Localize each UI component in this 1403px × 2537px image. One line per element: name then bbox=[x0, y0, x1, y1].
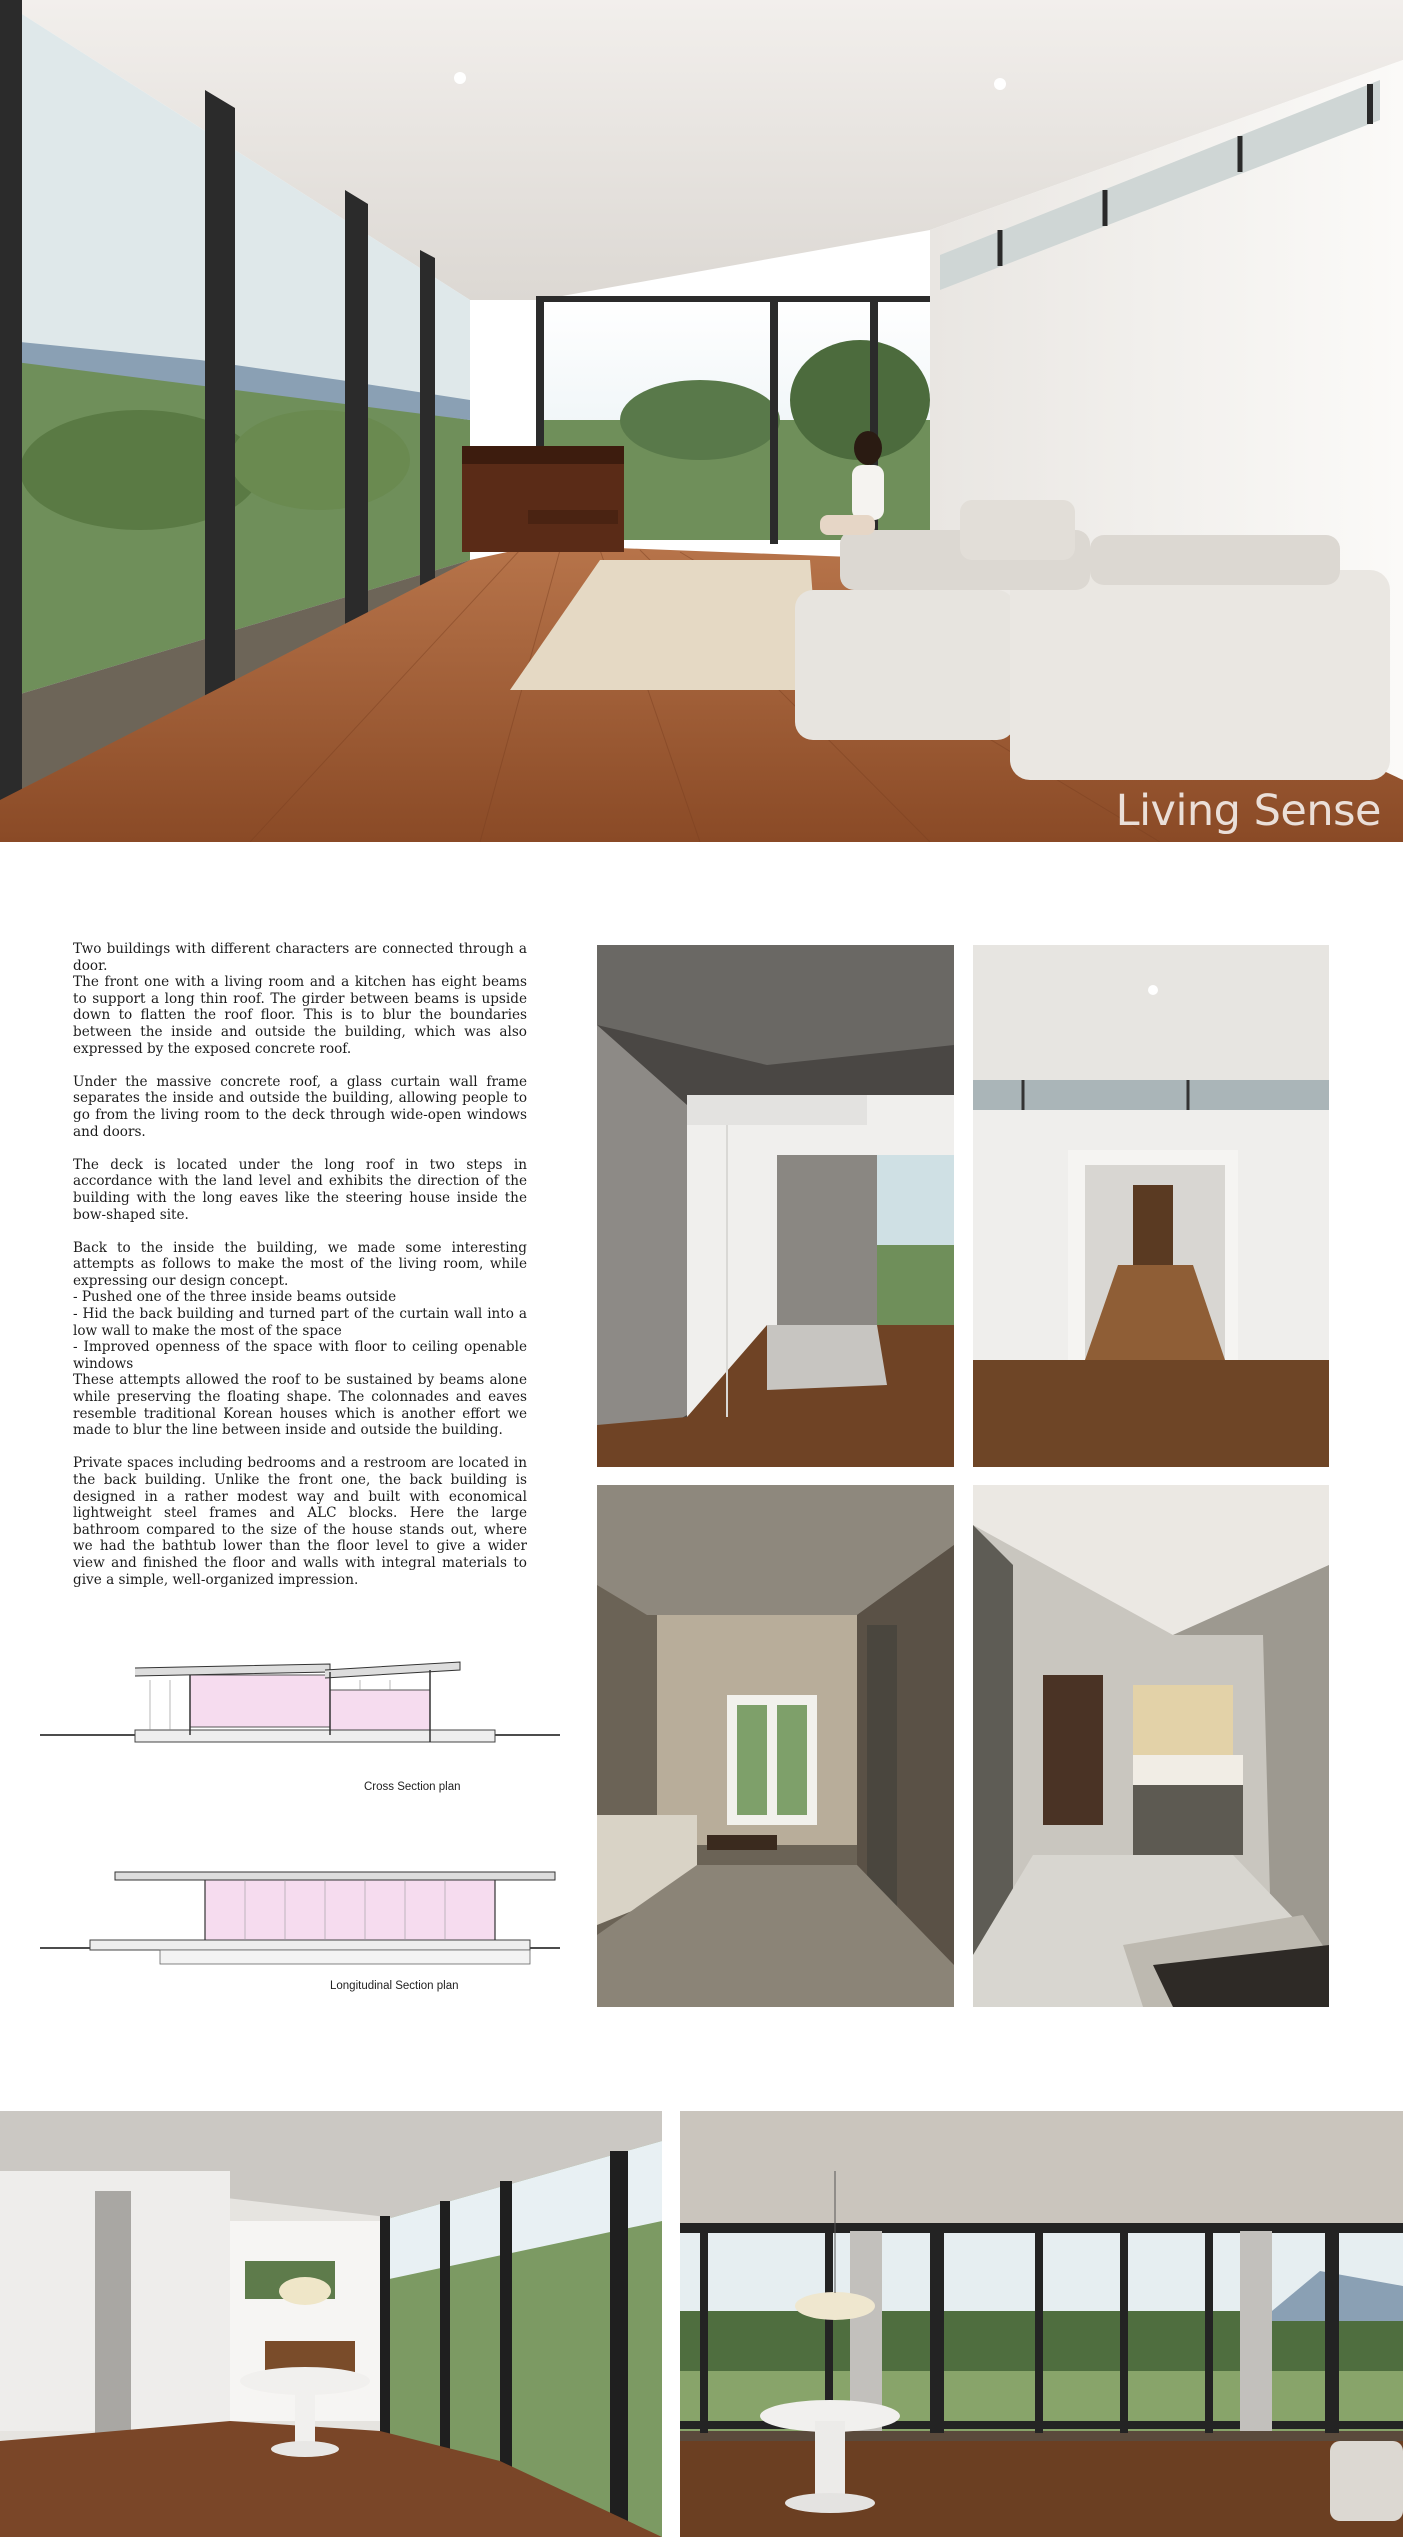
cross-section-caption: Cross Section plan bbox=[364, 1781, 461, 1793]
article-bullet-back-building: - Hid the back building and turned part of the curtain wall into a low wall to make the most of the space bbox=[73, 1306, 527, 1339]
article-paragraph-private-spaces: Private spaces including bedrooms and a restroom are located in the back building. Unlike the front one, the back building is designed in a rather modest way and built with economical lightweight steel frames and ALC blocks. Here the large bathroom compared to the size of the house stands out, where we had the bathtub lower than the floor level to give a wider view and finished the floor and walls with integral materials to give a simple, well-organized impression. bbox=[73, 1455, 527, 1588]
dining-photo-2-icon bbox=[680, 2111, 1403, 2537]
living-sense-watermark: Living Sense bbox=[1115, 786, 1381, 836]
longitudinal-section-caption: Longitudinal Section plan bbox=[330, 1980, 459, 1992]
bathroom-photo-2-icon bbox=[973, 1485, 1329, 2007]
hero-living-room-photo bbox=[0, 0, 1403, 842]
article-paragraph-intro: Two buildings with different characters are connected through a door. bbox=[73, 941, 527, 974]
article-paragraph-deck: The deck is located under the long roof in two steps in accordance with the land level and exhibits the direction of the building with the long eaves like the steering house inside the bow-shaped site. bbox=[73, 1156, 527, 1223]
dining-photo-2 bbox=[680, 2111, 1403, 2537]
longitudinal-section-plan bbox=[40, 1858, 560, 1978]
bathroom-photo-1 bbox=[597, 1485, 954, 2007]
hallway-photo bbox=[597, 945, 954, 1467]
cross-section-drawing-icon bbox=[40, 1650, 560, 1765]
corridor-photo-icon bbox=[973, 945, 1329, 1467]
dining-photo-1 bbox=[0, 2111, 662, 2537]
corridor-photo bbox=[973, 945, 1329, 1467]
bathroom-photo-2 bbox=[973, 1485, 1329, 2007]
hallway-photo-icon bbox=[597, 945, 954, 1467]
living-room-photo-icon bbox=[0, 0, 1403, 842]
dining-photo-1-icon bbox=[0, 2111, 662, 2537]
longitudinal-section-drawing-icon bbox=[40, 1858, 560, 1978]
article-paragraph-curtain-wall: Under the massive concrete roof, a glass curtain wall frame separates the inside and outside the building, allowing people to go from the living room to the deck through wide-open windows and doors. bbox=[73, 1073, 527, 1140]
article-bullet-beams: - Pushed one of the three inside beams outside bbox=[73, 1289, 397, 1306]
cross-section-plan bbox=[40, 1650, 560, 1765]
article-paragraph-roof: These attempts allowed the roof to be sustained by beams alone while preserving the floating shape. The colonnades and eaves resemble traditional Korean houses which is another effort we made to blur the line between inside and outside the building. bbox=[73, 1372, 527, 1439]
article-bullet-openness: - Improved openness of the space with floor to ceiling openable windows bbox=[73, 1339, 527, 1372]
bathroom-photo-1-icon bbox=[597, 1485, 954, 2007]
article-paragraph-front-building: The front one with a living room and a kitchen has eight beams to support a long thin roof. The girder between beams is upside down to flatten the roof floor. This is to blur the boundaries between the inside and outside the building, which was also expressed by the exposed concrete roof. bbox=[73, 974, 527, 1057]
article-paragraph-attempts: Back to the inside the building, we made some interesting attempts as follows to make the most of the living room, while expressing our design concept. bbox=[73, 1239, 527, 1289]
article-text bbox=[73, 941, 527, 1588]
